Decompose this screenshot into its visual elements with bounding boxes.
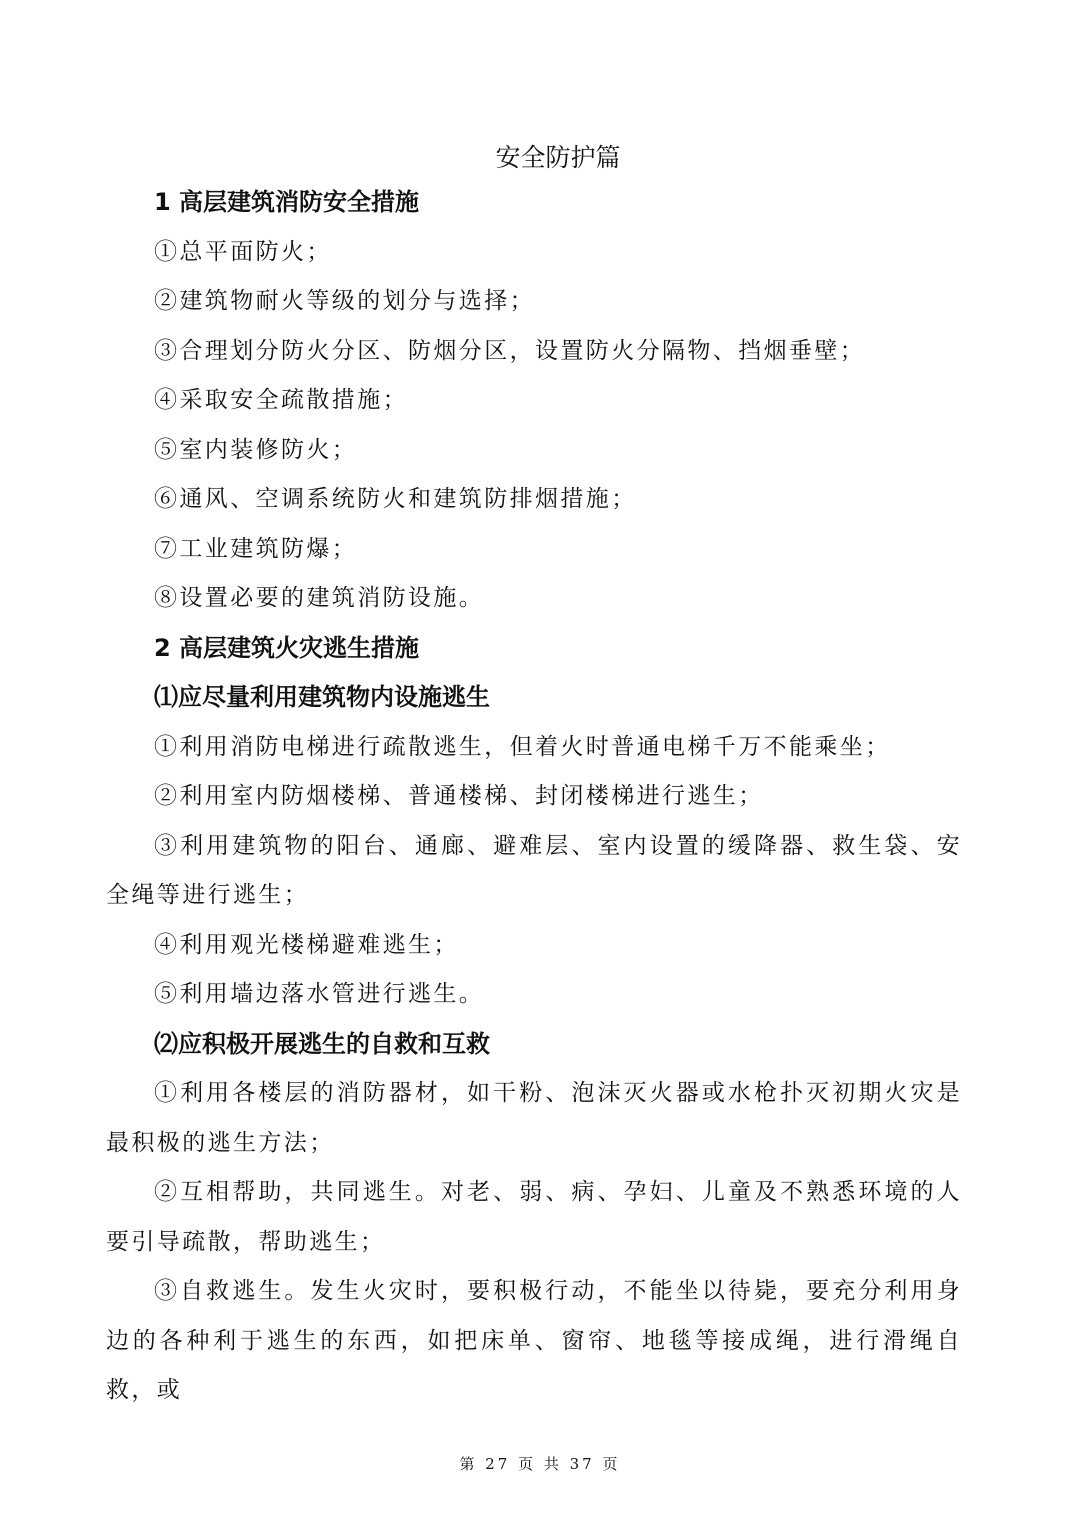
section-heading-fire-safety: 1 高层建筑消防安全措施 (154, 188, 420, 216)
list-item: ①利用各楼层的消防器材，如干粉、泡沫灭火器或水枪扑灭初期火灾是最积极的逃生方法； (106, 1080, 962, 1156)
page-title: 安全防护篇 (495, 143, 621, 172)
list-item: ①利用消防电梯进行疏散逃生，但着火时普通电梯千万不能乘坐； (154, 733, 891, 760)
section-heading-fire-escape: 2 高层建筑火灾逃生措施 (154, 633, 420, 662)
list-item: ④利用观光楼梯避难逃生； (154, 931, 459, 958)
list-item: ④采取安全疏散措施； (154, 387, 408, 413)
subsection-heading-building-facilities: ⑴应尽量利用建筑物内设施逃生 (154, 683, 490, 711)
subsection-heading-self-rescue: ⑵应积极开展逃生的自救和互救 (154, 1029, 490, 1058)
list-item: ①总平面防火； (154, 238, 332, 265)
list-item: ③利用建筑物的阳台、通廊、避难层、室内设置的缓降器、救生袋、安全绳等进行逃生； (106, 832, 962, 908)
list-item: ⑦工业建筑防爆； (154, 535, 358, 562)
list-item: ⑤室内装修防火； (154, 436, 358, 463)
list-item: ③自救逃生。发生火灾时，要积极行动，不能坐以待毙，要充分利用身边的各种利于逃生的东西，如把床单、窗帘、地毯等接成绳，进行滑绳自救，或 (106, 1278, 962, 1403)
page-footer: 第 27 页 共 37 页 (459, 1455, 621, 1473)
list-item: ②利用室内防烟楼梯、普通楼梯、封闭楼梯进行逃生； (154, 783, 764, 809)
list-item: ②互相帮助，共同逃生。对老、弱、病、孕妇、儿童及不熟悉环境的人要引导疏散，帮助逃生； (106, 1179, 962, 1255)
list-item: ⑥通风、空调系统防火和建筑防排烟措施； (154, 486, 637, 512)
list-item: ③合理划分防火分区、防烟分区，设置防火分隔物、挡烟垂壁； (154, 337, 866, 364)
page-content (106, 178, 962, 1416)
list-item: ②建筑物耐火等级的划分与选择； (154, 288, 535, 314)
list-item: ⑤利用墙边落水管进行逃生。 (154, 981, 485, 1007)
list-item: ⑧设置必要的建筑消防设施。 (154, 585, 485, 611)
